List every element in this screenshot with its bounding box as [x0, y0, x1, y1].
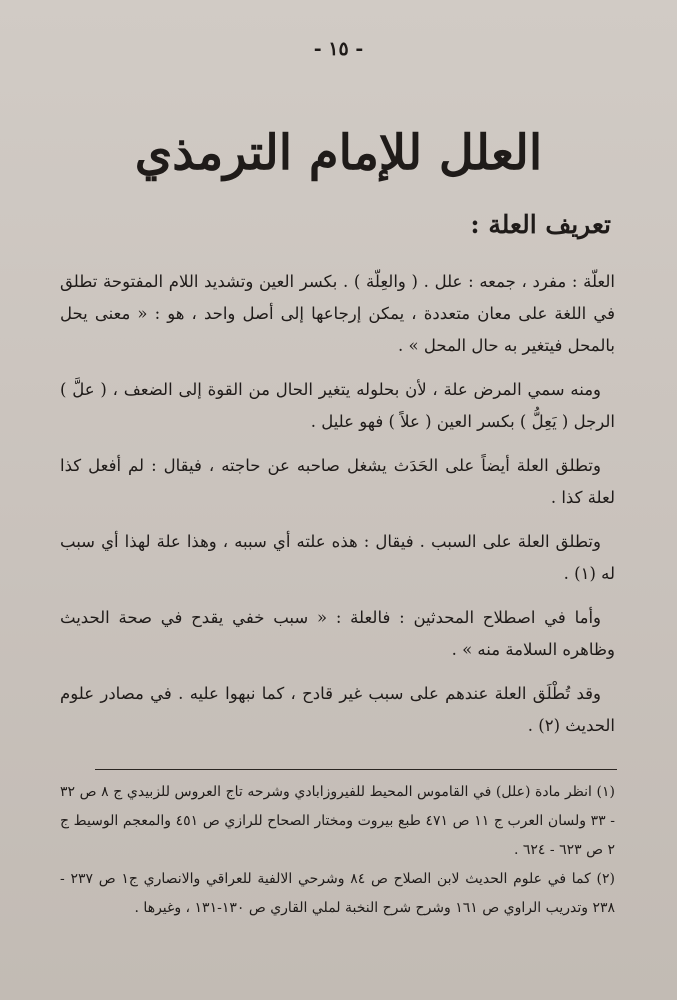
footnote: (٢) كما في علوم الحديث لابن الصلاح ص ٨٤ وشرحي الالفية للعراقي والانصاري ج١ ص ٢٣٧ - ٢٣٨ وتدريب الراوي ص ١٦١ وشرح شرح النخبة لملي القاري ص ١٣٠-١٣١ ، وغيرها .: [60, 871, 615, 916]
body-text: [60, 266, 615, 754]
section-heading: تعريف العلة :: [470, 210, 611, 239]
paragraph: وتطلق العلة أيضاً على الحَدَث يشغل صاحبه عن حاجته ، فيقال : لم أفعل كذا لعلة كذا .: [60, 456, 615, 507]
paragraph: وقد تُطْلَق العلة عندهم على سبب غير قادح ، كما نبهوا عليه . في مصادر علوم الحديث (٢) .: [60, 684, 615, 735]
page-number: - ١٥ -: [313, 38, 364, 60]
paragraph: وأما في اصطلاح المحدثين : فالعلة : « سبب خفي يقدح في صحة الحديث وظاهره السلامة منه » .: [60, 608, 615, 659]
footnote: (١) انظر مادة (علل) في القاموس المحيط للفيروزابادي وشرحه تاج العروس للزبيدي ج ٨ ص ٣٢ - ٣٣ ولسان العرب ج ١١ ص ٤٧١ طبع بيروت ومختار الصحاح للرازي ص ٤٥١ والمعجم الوسيط ج ٢ ص ٦٢٣ - ٦٢٤ .: [60, 784, 616, 858]
footnotes: [60, 778, 615, 923]
footnote-divider: [95, 769, 617, 770]
paragraph: ومنه سمي المرض علة ، لأن بحلوله يتغير الحال من القوة إلى الضعف ، ( علَّ ) الرجل ( يَعِلُّ ) بكسر العين ( علاً ) فهو عليل .: [60, 380, 615, 431]
paragraph: وتطلق العلة على السبب . فيقال : هذه علته أي سببه ، وهذا علة لهذا أي سبب له (١) .: [60, 532, 615, 583]
paragraph: العلّة : مفرد ، جمعه : علل . ( والعِلّة ) . بكسر العين وتشديد اللام المفتوحة تطلق في اللغة على معان متعددة ، يمكن إرجاعها إلى أصل واحد ، هو : « معنى يحل بالمحل فيتغير به حال المحل » .: [60, 272, 615, 355]
page-title: العلل للإمام الترمذي: [134, 125, 543, 181]
